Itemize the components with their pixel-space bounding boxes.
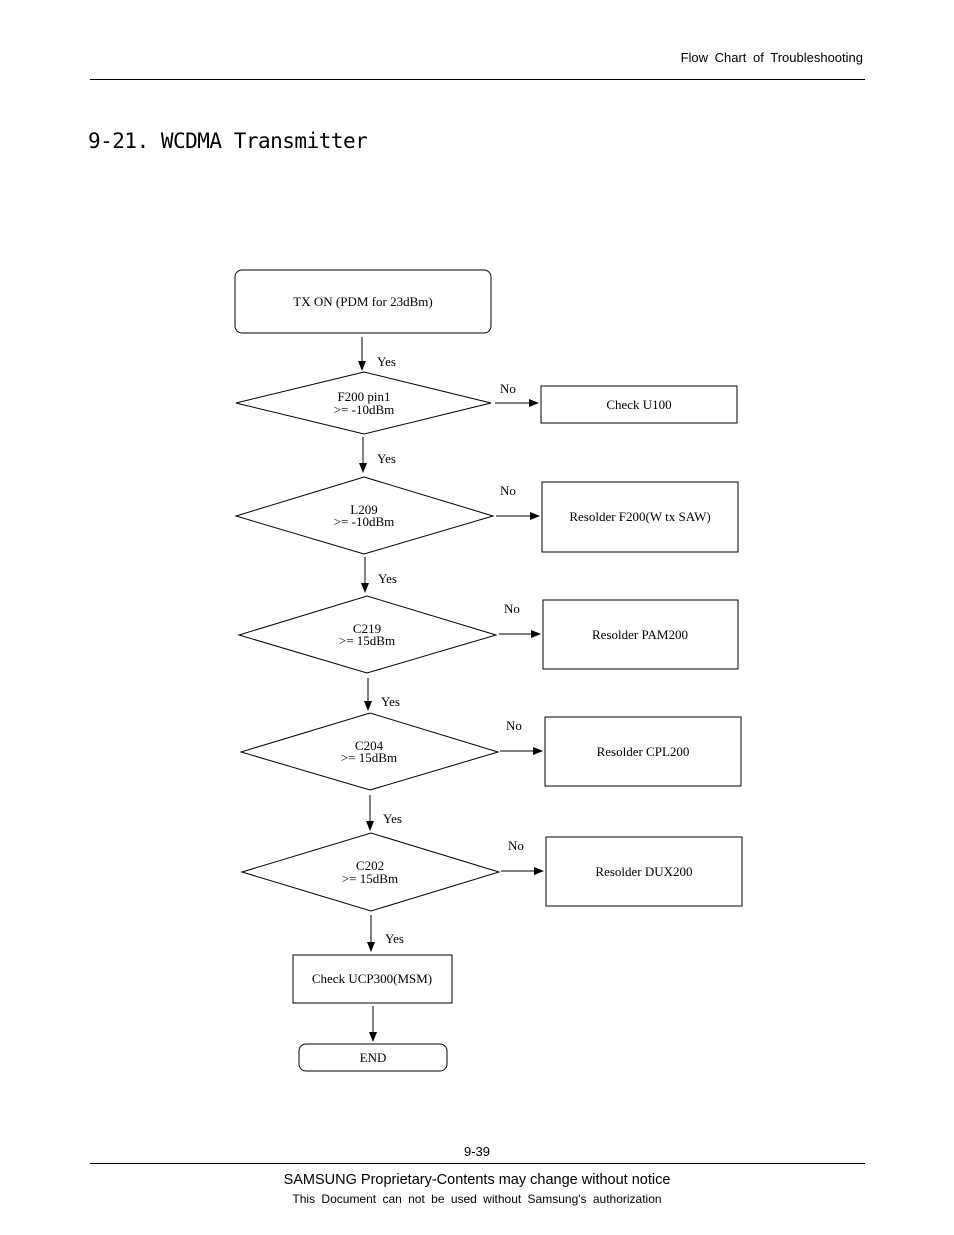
decision-line2: >= 15dBm (338, 633, 396, 648)
yes-label: Yes (377, 354, 396, 369)
end-label: END (359, 1050, 387, 1065)
decision-line1: L209 (350, 502, 378, 517)
yes-label: Yes (377, 451, 396, 466)
decision-line1: C219 (352, 621, 382, 636)
decision-line1: C204 (354, 738, 384, 753)
start-label: TX ON (PDM for 23dBm) (293, 294, 433, 309)
page-heading: 9-21. WCDMA Transmitter (88, 129, 368, 153)
decision-line2: >= -10dBm (333, 514, 395, 529)
action-label: Check U100 (606, 397, 672, 412)
decision-line1: F200 pin1 (337, 389, 391, 404)
page-number: 9-39 (463, 1144, 491, 1159)
footer-rule (90, 1163, 865, 1164)
yes-label: Yes (381, 694, 400, 709)
decision-line1: C202 (355, 858, 385, 873)
decision-line2: >= 15dBm (340, 750, 398, 765)
no-label: No (500, 483, 516, 498)
decision-line2: >= 15dBm (341, 871, 399, 886)
yes-label: Yes (385, 931, 404, 946)
no-label: No (506, 718, 522, 733)
decision-line2: >= -10dBm (333, 402, 395, 417)
yes-label: Yes (378, 571, 397, 586)
action-label: Resolder CPL200 (596, 744, 690, 759)
yes-label: Yes (383, 811, 402, 826)
footer-authorization: This Document can not be used without Samsung's authorization (292, 1192, 662, 1206)
action-label: Resolder PAM200 (592, 627, 688, 642)
no-label: No (504, 601, 520, 616)
no-label: No (508, 838, 524, 853)
no-label: No (500, 381, 516, 396)
action-label: Resolder F200(W tx SAW) (569, 509, 711, 524)
footer-notice: SAMSUNG Proprietary-Contents may change without notice (283, 1172, 671, 1188)
header-section-title: Flow Chart of Troubleshooting (680, 50, 863, 65)
action-label: Resolder DUX200 (595, 864, 693, 879)
final-action-label: Check UCP300(MSM) (311, 971, 433, 986)
